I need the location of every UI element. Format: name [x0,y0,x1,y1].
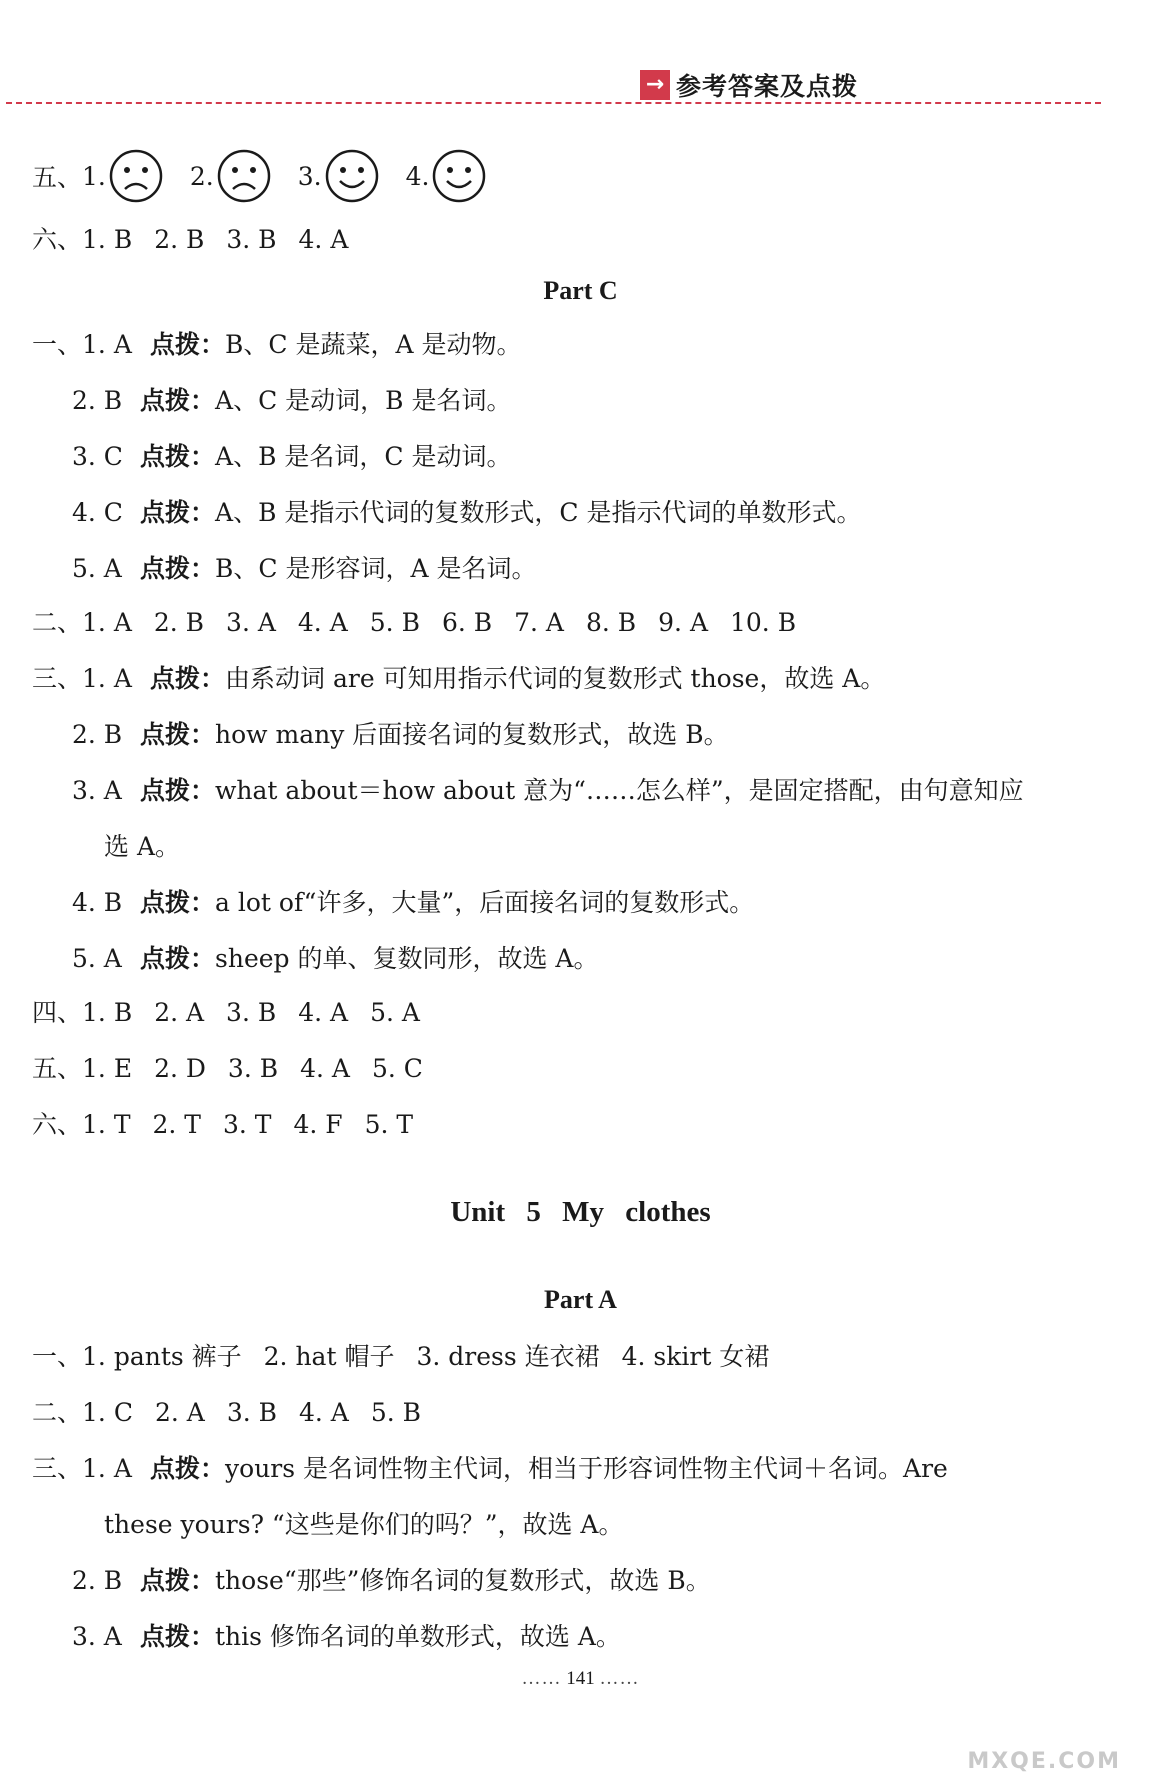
page-header [0,58,1161,118]
c3-row [72,774,1024,808]
tip-text: A、B 是指示代词的复数形式，C 是指示代词的单数形式。 [215,498,862,527]
tip-text: how many 后面接名词的复数形式，故选 B。 [215,720,729,749]
sad-face-icon [108,148,164,204]
tip-label: 点拨： [140,720,216,749]
answer-item: 7. A [514,608,564,637]
section-label: 六、 [32,225,83,254]
tip-text: A、C 是动词，B 是名词。 [215,386,512,415]
answer-item: 9. A [658,608,708,637]
answer-item: 2. A [154,1398,205,1427]
answer-item: 4. skirt 女裙 [621,1342,770,1371]
answer-item: 5. B [370,1398,422,1427]
tip-label: 点拨： [150,1454,226,1483]
section-label: 五、 [32,163,83,192]
answer-item: 5. C [371,1054,423,1083]
c3-row [32,662,885,696]
answer-number: 3. A [72,1622,122,1651]
answer-item: 1. E [82,1054,133,1083]
answer-item: 2. B [153,608,205,637]
answer-item: 3. B [226,1398,277,1427]
unit-title: Unit 5 My clothes [450,1196,711,1228]
answer-item: 2. D [154,1054,206,1083]
answer-item: 2. hat 帽子 [263,1342,395,1371]
answer-item: 4. A [297,608,348,637]
c1-row [72,440,511,474]
answer-item: 4. A [298,1398,349,1427]
tip-label: 点拨： [140,498,216,527]
answer-item: 2. B [154,225,205,254]
tip-text: B、C 是蔬菜，A 是动物。 [225,330,522,359]
page-number: 141 [566,1668,595,1689]
happy-face-icon [324,148,380,204]
tip-label: 点拨： [140,386,216,415]
c1-row [32,328,521,362]
section-label: 五、 [32,1054,83,1083]
c3-row [72,718,729,752]
answer-item: 4. A [300,1054,350,1083]
answer-item: 6. B [441,608,493,637]
tip-text: a lot of“许多，大量”，后面接名词的复数形式。 [215,888,755,917]
tip-text: A、B 是名词，C 是动词。 [215,442,512,471]
answer-number: 4. C [72,498,123,527]
face-item [82,148,164,204]
answer-item: 2. T [152,1110,201,1139]
tip-label: 点拨： [140,776,216,805]
c5-answers [32,1052,445,1086]
section-label: 三、 [32,664,83,693]
answer-item: 3. A [226,608,276,637]
answer-item: 1. B [82,225,133,254]
answer-item: 1. A [82,608,132,637]
tip-text: yours 是名词性物主代词，相当于形容词性物主代词＋名词。Are [225,1454,948,1483]
answer-item: 5. T [364,1110,414,1139]
item-number: 2. [189,161,214,191]
tip-label: 点拨： [150,330,226,359]
tip-label: 点拨： [140,554,216,583]
answer-number: 1. A [82,1454,132,1483]
tip-text: what about＝how about 意为“……怎么样”，是固定搭配，由句意知应 [215,776,1024,805]
page-footer [0,1668,1161,1690]
answer-number: 1. A [82,330,132,359]
tip-label: 点拨： [140,944,216,973]
tip-text: this 修饰名词的单数形式，故选 A。 [215,1622,621,1651]
c3-row-continuation: 选 A。 [104,832,181,861]
answer-number: 2. B [72,1566,123,1595]
answer-item: 3. dress 连衣裙 [416,1342,600,1371]
footer-dots: …… [521,1668,562,1689]
answer-item: 3. B [226,998,277,1027]
answer-item: 5. A [370,998,420,1027]
c2-answers [32,606,818,640]
section-label: 六、 [32,1110,83,1139]
footer-dots: …… [599,1668,640,1689]
section-label: 四、 [32,998,83,1027]
answer-item: 3. B [226,225,277,254]
c4-answers [32,996,442,1030]
watermark: MXQE.COM [967,1749,1121,1774]
c3-row [72,942,599,976]
tip-label: 点拨： [140,1622,216,1651]
c6-answers [32,1108,435,1142]
sad-face-icon [216,148,272,204]
header-title-group [640,68,858,102]
section6-answers [32,223,370,257]
answer-number: 4. B [72,888,123,917]
header-divider [6,102,1101,104]
a1-answers [32,1340,791,1374]
tip-label: 点拨： [140,888,216,917]
a3-row [32,1452,948,1486]
answer-item: 5. B [369,608,420,637]
answer-number: 5. A [72,554,122,583]
answer-item: 1. pants 裤子 [82,1342,242,1371]
tip-label: 点拨： [140,442,216,471]
face-item [406,148,488,204]
item-number: 4. [405,161,430,191]
section-label: 三、 [32,1454,83,1483]
tip-text: 由系动词 are 可知用指示代词的复数形式 those，故选 A。 [225,664,886,693]
tip-label: 点拨： [140,1566,216,1595]
section-label: 一、 [32,330,83,359]
tip-text: sheep 的单、复数同形，故选 A。 [215,944,599,973]
answer-number: 2. B [72,720,123,749]
answer-item: 1. C [82,1398,133,1427]
section-label: 二、 [32,608,83,637]
c1-row [72,496,861,530]
a2-answers [32,1396,443,1430]
a3-row [72,1564,711,1598]
face-item [298,148,380,204]
arrow-right-icon: → [640,70,670,100]
part-c-title: Part C [543,276,618,305]
answer-number: 3. A [72,776,122,805]
answer-number: 3. C [72,442,123,471]
item-number: 1. [82,161,106,191]
answer-item: 2. A [154,998,205,1027]
answer-item: 1. B [82,998,133,1027]
answer-item: 10. B [730,608,797,637]
section-label: 一、 [32,1342,83,1371]
answer-item: 4. A [298,998,349,1027]
happy-face-icon [431,148,487,204]
answer-item: 3. B [227,1054,279,1083]
answer-number: 5. A [72,944,122,973]
answer-item: 3. T [222,1110,272,1139]
face-item [190,148,272,204]
tip-text: those“那些”修饰名词的复数形式，故选 B。 [215,1566,711,1595]
answer-item: 8. B [585,608,637,637]
part-a-title: Part A [544,1285,617,1314]
a3-row [72,1620,621,1654]
tip-label: 点拨： [150,664,226,693]
item-number: 3. [297,161,322,191]
tip-text: B、C 是形容词，A 是名词。 [215,554,537,583]
a3-row-continuation: these yours? “这些是你们的吗？”，故选 A。 [104,1510,624,1539]
answer-number: 2. B [72,386,123,415]
answer-item: 4. F [293,1110,343,1139]
section-label: 二、 [32,1398,83,1427]
answer-item: 4. A [298,225,349,254]
header-title: 参考答案及点拨 [676,72,859,101]
c1-row [72,384,511,418]
section5-faces [32,146,513,206]
answer-number: 1. A [82,664,132,693]
c1-row [72,552,536,586]
answer-item: 1. T [82,1110,131,1139]
c3-row [72,886,754,920]
